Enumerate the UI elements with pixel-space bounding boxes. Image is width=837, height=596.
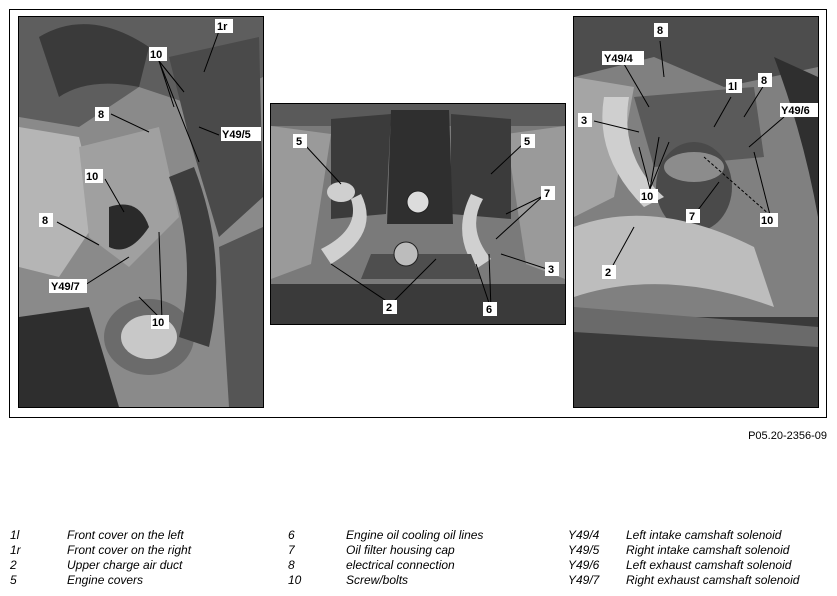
left-engine-photo (18, 16, 264, 408)
callout-7: 7 (544, 188, 551, 200)
callout-10: 10 (86, 171, 99, 183)
legend-code: Y49/4 (568, 528, 600, 542)
callout-10: 10 (152, 317, 165, 329)
legend-code: 2 (10, 558, 17, 572)
legend-desc: Engine covers (67, 573, 144, 587)
legend-code: 8 (288, 558, 295, 572)
callout-5: 5 (296, 136, 303, 148)
legend-code: 5 (10, 573, 17, 587)
legend-code: Y49/7 (568, 573, 600, 587)
legend-code: 1l (10, 528, 20, 542)
callout-8: 8 (98, 109, 105, 121)
callout-y49-7: Y49/7 (51, 281, 80, 293)
callout-1r: 1r (217, 21, 228, 33)
legend-desc: Right intake camshaft solenoid (626, 543, 790, 557)
callout-y49-4: Y49/4 (604, 53, 633, 65)
callout-7: 7 (689, 211, 696, 223)
legend-desc: Engine oil cooling oil lines (346, 528, 484, 542)
legend-code: 10 (288, 573, 302, 587)
legend-code: 1r (10, 543, 21, 557)
callout-8: 8 (42, 215, 49, 227)
callout-10: 10 (641, 191, 654, 203)
callout-5: 5 (524, 136, 531, 148)
legend-desc: Screw/bolts (346, 573, 409, 587)
callout-8: 8 (761, 75, 768, 87)
right-engine-photo (573, 16, 819, 408)
callout-10: 10 (150, 49, 163, 61)
callout-2: 2 (386, 302, 393, 314)
center-engine-photo (270, 103, 566, 325)
legend-desc: Left intake camshaft solenoid (626, 528, 782, 542)
callout-2: 2 (605, 267, 612, 279)
legend-desc: Right exhaust camshaft solenoid (626, 573, 800, 587)
legend-desc: Oil filter housing cap (346, 543, 455, 557)
legend-desc: Front cover on the right (67, 543, 192, 557)
callout-3: 3 (581, 115, 588, 127)
callout-10: 10 (761, 215, 774, 227)
callout-y49-5: Y49/5 (222, 129, 251, 141)
callout-1l: 1l (728, 81, 738, 93)
figure-reference-code: P05.20-2356-09 (748, 430, 827, 442)
legend-code: Y49/5 (568, 543, 600, 557)
legend-code: 7 (288, 543, 295, 557)
legend-desc: Left exhaust camshaft solenoid (626, 558, 792, 572)
legend-code: Y49/6 (568, 558, 600, 572)
legend-desc: electrical connection (346, 558, 455, 572)
callout-8: 8 (657, 25, 664, 37)
callout-y49-6: Y49/6 (781, 105, 810, 117)
callout-6: 6 (486, 304, 493, 316)
callout-3: 3 (548, 264, 555, 276)
legend-code: 6 (288, 528, 295, 542)
legend-desc: Upper charge air duct (67, 558, 183, 572)
legend-desc: Front cover on the left (67, 528, 184, 542)
